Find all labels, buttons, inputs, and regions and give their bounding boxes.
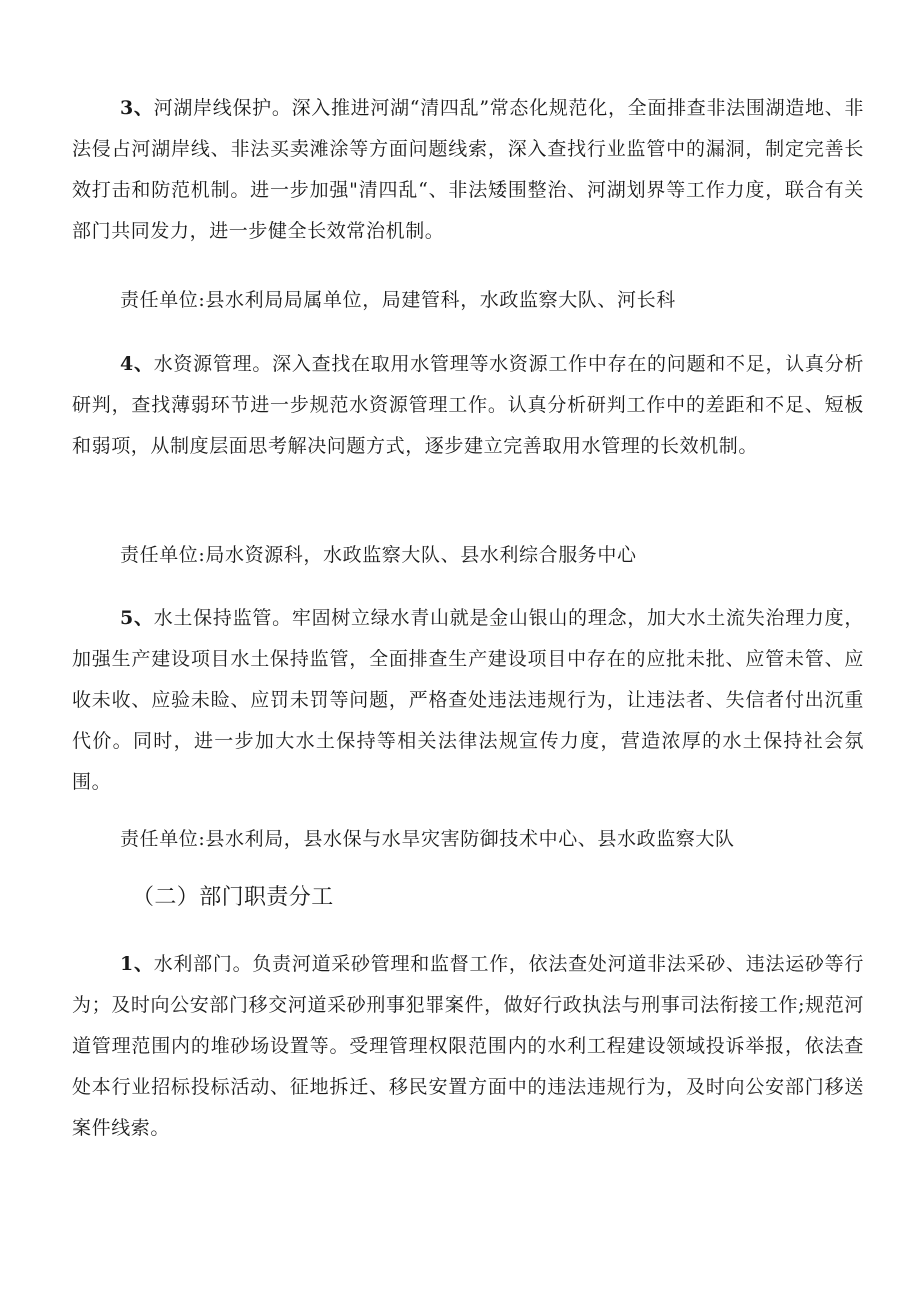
paragraph-river-lake-shoreline [72,88,864,252]
paragraph-text: 水利部门。负责河道采砂管理和监督工作，依法查处河道非法采砂、违法运砂等行为；及时向公安部门移交河道采砂刑事犯罪案件，做好行政执法与刑事司法衔接工作;规范河道管理范围内的堆砂场设置等。受理管理权限范围内的水利工程建设领域投诉举报，依法查处本行业招标投标活动、征地拆迁、移民安置方面中的违法违规行为，及时向公安部门移送案件线索。 [72,953,865,1139]
paragraph-water-department [72,944,864,1149]
responsible-unit-line: 责任单位:局水资源科，水政监察大队、县水利综合服务中心 [120,544,637,566]
item-number: 3、 [120,97,154,119]
item-number: 5、 [120,607,154,629]
paragraph-water-resources [72,344,864,467]
item-number: 1、 [120,953,154,975]
item-number: 4、 [120,353,154,375]
responsible-unit-line: 责任单位:县水利局局属单位，局建管科，水政监察大队、河长科 [120,289,676,311]
paragraph-text: 水资源管理。深入查找在取用水管理等水资源工作中存在的问题和不足，认真分析研判，查找薄弱环节进一步规范水资源管理工作。认真分析研判工作中的差距和不足、短板和弱项，从制度层面思考解决问题方式，逐步建立完善取用水管理的长效机制。 [72,353,865,457]
responsible-unit-line: 责任单位:县水利局，县水保与水旱灾害防御技术中心、县水政监察大队 [120,828,735,850]
paragraph-text: 河湖岸线保护。深入推进河湖“清四乱”常态化规范化，全面排查非法围湖造地、非法侵占河湖岸线、非法买卖滩涂等方面问题线索，深入查找行业监管中的漏洞，制定完善长效打击和防范机制。进一步加强"清四乱“、非法矮围整治、河湖划界等工作力度，联合有关部门共同发力，进一步健全长效常治机制。 [72,97,864,242]
paragraph-soil-conservation [72,598,864,803]
paragraph-text: 水土保持监管。牢固树立绿水青山就是金山银山的理念，加大水土流失治理力度，加强生产建设项目水土保持监管，全面排查生产建设项目中存在的应批未批、应管未管、应收未收、应验未睑、应罚未罚等问题，严格查处违法违规行为，让违法者、失信者付出沉重代价。同时，进一步加大水土保持等相关法律法规宣传力度，营造浓厚的水土保持社会氛围。 [72,607,865,793]
section-heading: （二）部门职责分工 [132,885,334,910]
